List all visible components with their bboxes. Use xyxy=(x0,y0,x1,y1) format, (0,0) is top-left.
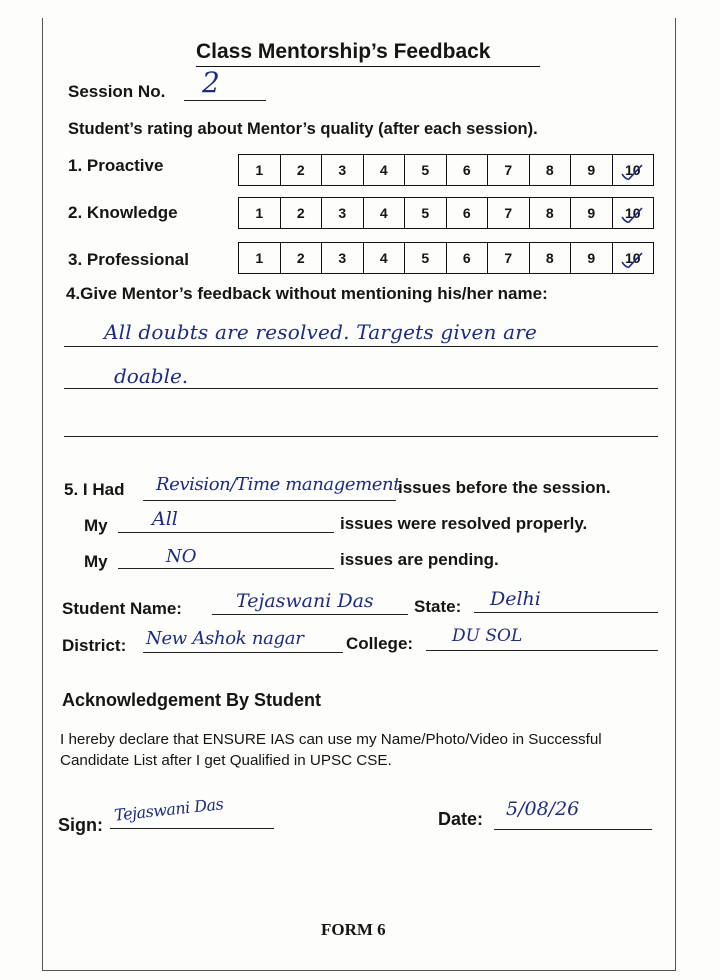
rating-option-label: 6 xyxy=(462,162,471,178)
rating-option[interactable] xyxy=(281,155,323,185)
rating-option[interactable] xyxy=(613,198,654,228)
q5-line xyxy=(143,500,396,501)
rating-option-label: 8 xyxy=(545,205,554,221)
ack-heading: Acknowledgement By Student xyxy=(62,690,322,710)
rating-option-label: 3 xyxy=(338,250,347,266)
rating-option[interactable] xyxy=(239,155,281,185)
state-label: State: xyxy=(414,597,462,616)
rating-option-label: 10 xyxy=(624,205,641,221)
rating-option[interactable] xyxy=(322,243,364,273)
pending-line xyxy=(118,568,334,569)
rating-option-label: 7 xyxy=(504,205,513,221)
q4-label: 4.Give Mentor’s feedback without mentioning his/her name: xyxy=(66,284,548,303)
rating-scale-knowledge[interactable] xyxy=(238,197,654,229)
college-line xyxy=(426,650,658,651)
rating-option[interactable] xyxy=(281,198,323,228)
rating-option[interactable] xyxy=(239,198,281,228)
q4-line-2 xyxy=(64,388,658,389)
rating-option[interactable] xyxy=(530,198,572,228)
rating-intro: Student’s rating about Mentor’s quality (after each session). xyxy=(68,120,538,138)
form-footer: FORM 6 xyxy=(321,920,386,939)
student-name-label: Student Name: xyxy=(62,599,182,618)
rating-option-label: 1 xyxy=(255,250,264,266)
q4-answer-line2: doable. xyxy=(114,364,189,388)
rating-option[interactable] xyxy=(571,155,613,185)
resolved-suffix: issues were resolved properly. xyxy=(340,514,588,533)
rating-option-label: 2 xyxy=(296,205,305,221)
resolved-answer: All xyxy=(152,508,178,530)
rating-option[interactable] xyxy=(322,155,364,185)
q5-suffix: issues before the session. xyxy=(398,478,611,497)
title-underline xyxy=(196,66,540,67)
rating-option-label: 3 xyxy=(338,162,347,178)
sign-label: Sign: xyxy=(58,815,103,835)
rating-option[interactable] xyxy=(447,243,489,273)
rating-option[interactable] xyxy=(364,155,406,185)
pending-prefix: My xyxy=(84,552,108,571)
rating-option[interactable] xyxy=(281,243,323,273)
q5-prefix: 5. I Had xyxy=(64,480,125,499)
rating-option-label: 10 xyxy=(624,250,641,266)
rating-option[interactable] xyxy=(322,198,364,228)
date-label: Date: xyxy=(438,809,484,829)
rating-option[interactable] xyxy=(405,155,447,185)
rating-option-label: 2 xyxy=(296,162,305,178)
rating-option-label: 6 xyxy=(462,205,471,221)
selected-tick-icon xyxy=(621,252,643,270)
rating-option[interactable] xyxy=(447,155,489,185)
rating-option[interactable] xyxy=(447,198,489,228)
session-value: 2 xyxy=(202,66,220,99)
rating-option-label: 8 xyxy=(545,162,554,178)
rating-option-label: 3 xyxy=(338,205,347,221)
resolved-prefix: My xyxy=(84,516,108,535)
student-name-line xyxy=(212,614,408,615)
rating-option[interactable] xyxy=(613,243,654,273)
rating-option-label: 8 xyxy=(545,250,554,266)
rating-option[interactable] xyxy=(488,198,530,228)
date-value: 5/08/26 xyxy=(506,798,580,820)
q4-answer-line1: All doubts are resolved. Targets given are xyxy=(104,320,538,344)
rating-option[interactable] xyxy=(405,198,447,228)
rating-option[interactable] xyxy=(613,155,654,185)
signature: Tejaswani Das xyxy=(113,794,225,825)
rating-option-label: 1 xyxy=(255,162,264,178)
rating-option-label: 10 xyxy=(624,162,641,178)
rating-option-label: 5 xyxy=(421,250,430,266)
date-line xyxy=(494,829,652,830)
district-label: District: xyxy=(62,636,127,655)
rating-option-label: 7 xyxy=(504,250,513,266)
form-title: Class Mentorship’s Feedback xyxy=(196,40,491,63)
criterion-label-professional: 3. Professional xyxy=(68,250,189,269)
q5-answer: Revision/Time management xyxy=(156,474,401,495)
rating-option-label: 4 xyxy=(379,205,388,221)
rating-option-label: 9 xyxy=(587,250,596,266)
rating-option[interactable] xyxy=(571,243,613,273)
criterion-label-knowledge: 2. Knowledge xyxy=(68,203,178,222)
rating-option-label: 4 xyxy=(379,162,388,178)
rating-option[interactable] xyxy=(530,243,572,273)
resolved-line xyxy=(118,532,334,533)
rating-option-label: 9 xyxy=(587,205,596,221)
pending-suffix: issues are pending. xyxy=(340,550,499,569)
session-label: Session No. xyxy=(68,82,166,101)
criterion-label-proactive: 1. Proactive xyxy=(68,156,164,175)
rating-option-label: 5 xyxy=(421,205,430,221)
rating-option[interactable] xyxy=(488,243,530,273)
rating-option-label: 5 xyxy=(421,162,430,178)
rating-scale-proactive[interactable] xyxy=(238,154,654,186)
student-name: Tejaswani Das xyxy=(236,590,374,612)
rating-option-label: 6 xyxy=(462,250,471,266)
rating-option[interactable] xyxy=(530,155,572,185)
rating-option-label: 2 xyxy=(296,250,305,266)
selected-tick-icon xyxy=(621,207,643,225)
rating-scale-professional[interactable] xyxy=(238,242,654,274)
state-value: Delhi xyxy=(490,588,541,610)
ack-text-line1: I hereby declare that ENSURE IAS can use my Name/Photo/Video in Successful xyxy=(60,731,602,748)
ack-text-line2: Candidate List after I get Qualified in UPSC CSE. xyxy=(60,752,392,769)
q4-line-3 xyxy=(64,436,658,437)
rating-option[interactable] xyxy=(488,155,530,185)
rating-option[interactable] xyxy=(571,198,613,228)
district-line xyxy=(143,652,343,653)
q4-line-1 xyxy=(64,346,658,347)
district-value: New Ashok nagar xyxy=(146,628,304,649)
selected-tick-icon xyxy=(621,164,643,182)
state-line xyxy=(474,612,658,613)
rating-option[interactable] xyxy=(239,243,281,273)
rating-option-label: 1 xyxy=(255,205,264,221)
sign-line xyxy=(110,828,274,829)
rating-option-label: 9 xyxy=(587,162,596,178)
rating-option[interactable] xyxy=(364,198,406,228)
rating-option-label: 7 xyxy=(504,162,513,178)
rating-option-label: 4 xyxy=(379,250,388,266)
rating-option[interactable] xyxy=(405,243,447,273)
college-label: College: xyxy=(346,634,414,653)
session-line xyxy=(184,100,266,101)
rating-option[interactable] xyxy=(364,243,406,273)
college-value: DU SOL xyxy=(452,626,523,646)
pending-answer: NO xyxy=(166,546,197,567)
